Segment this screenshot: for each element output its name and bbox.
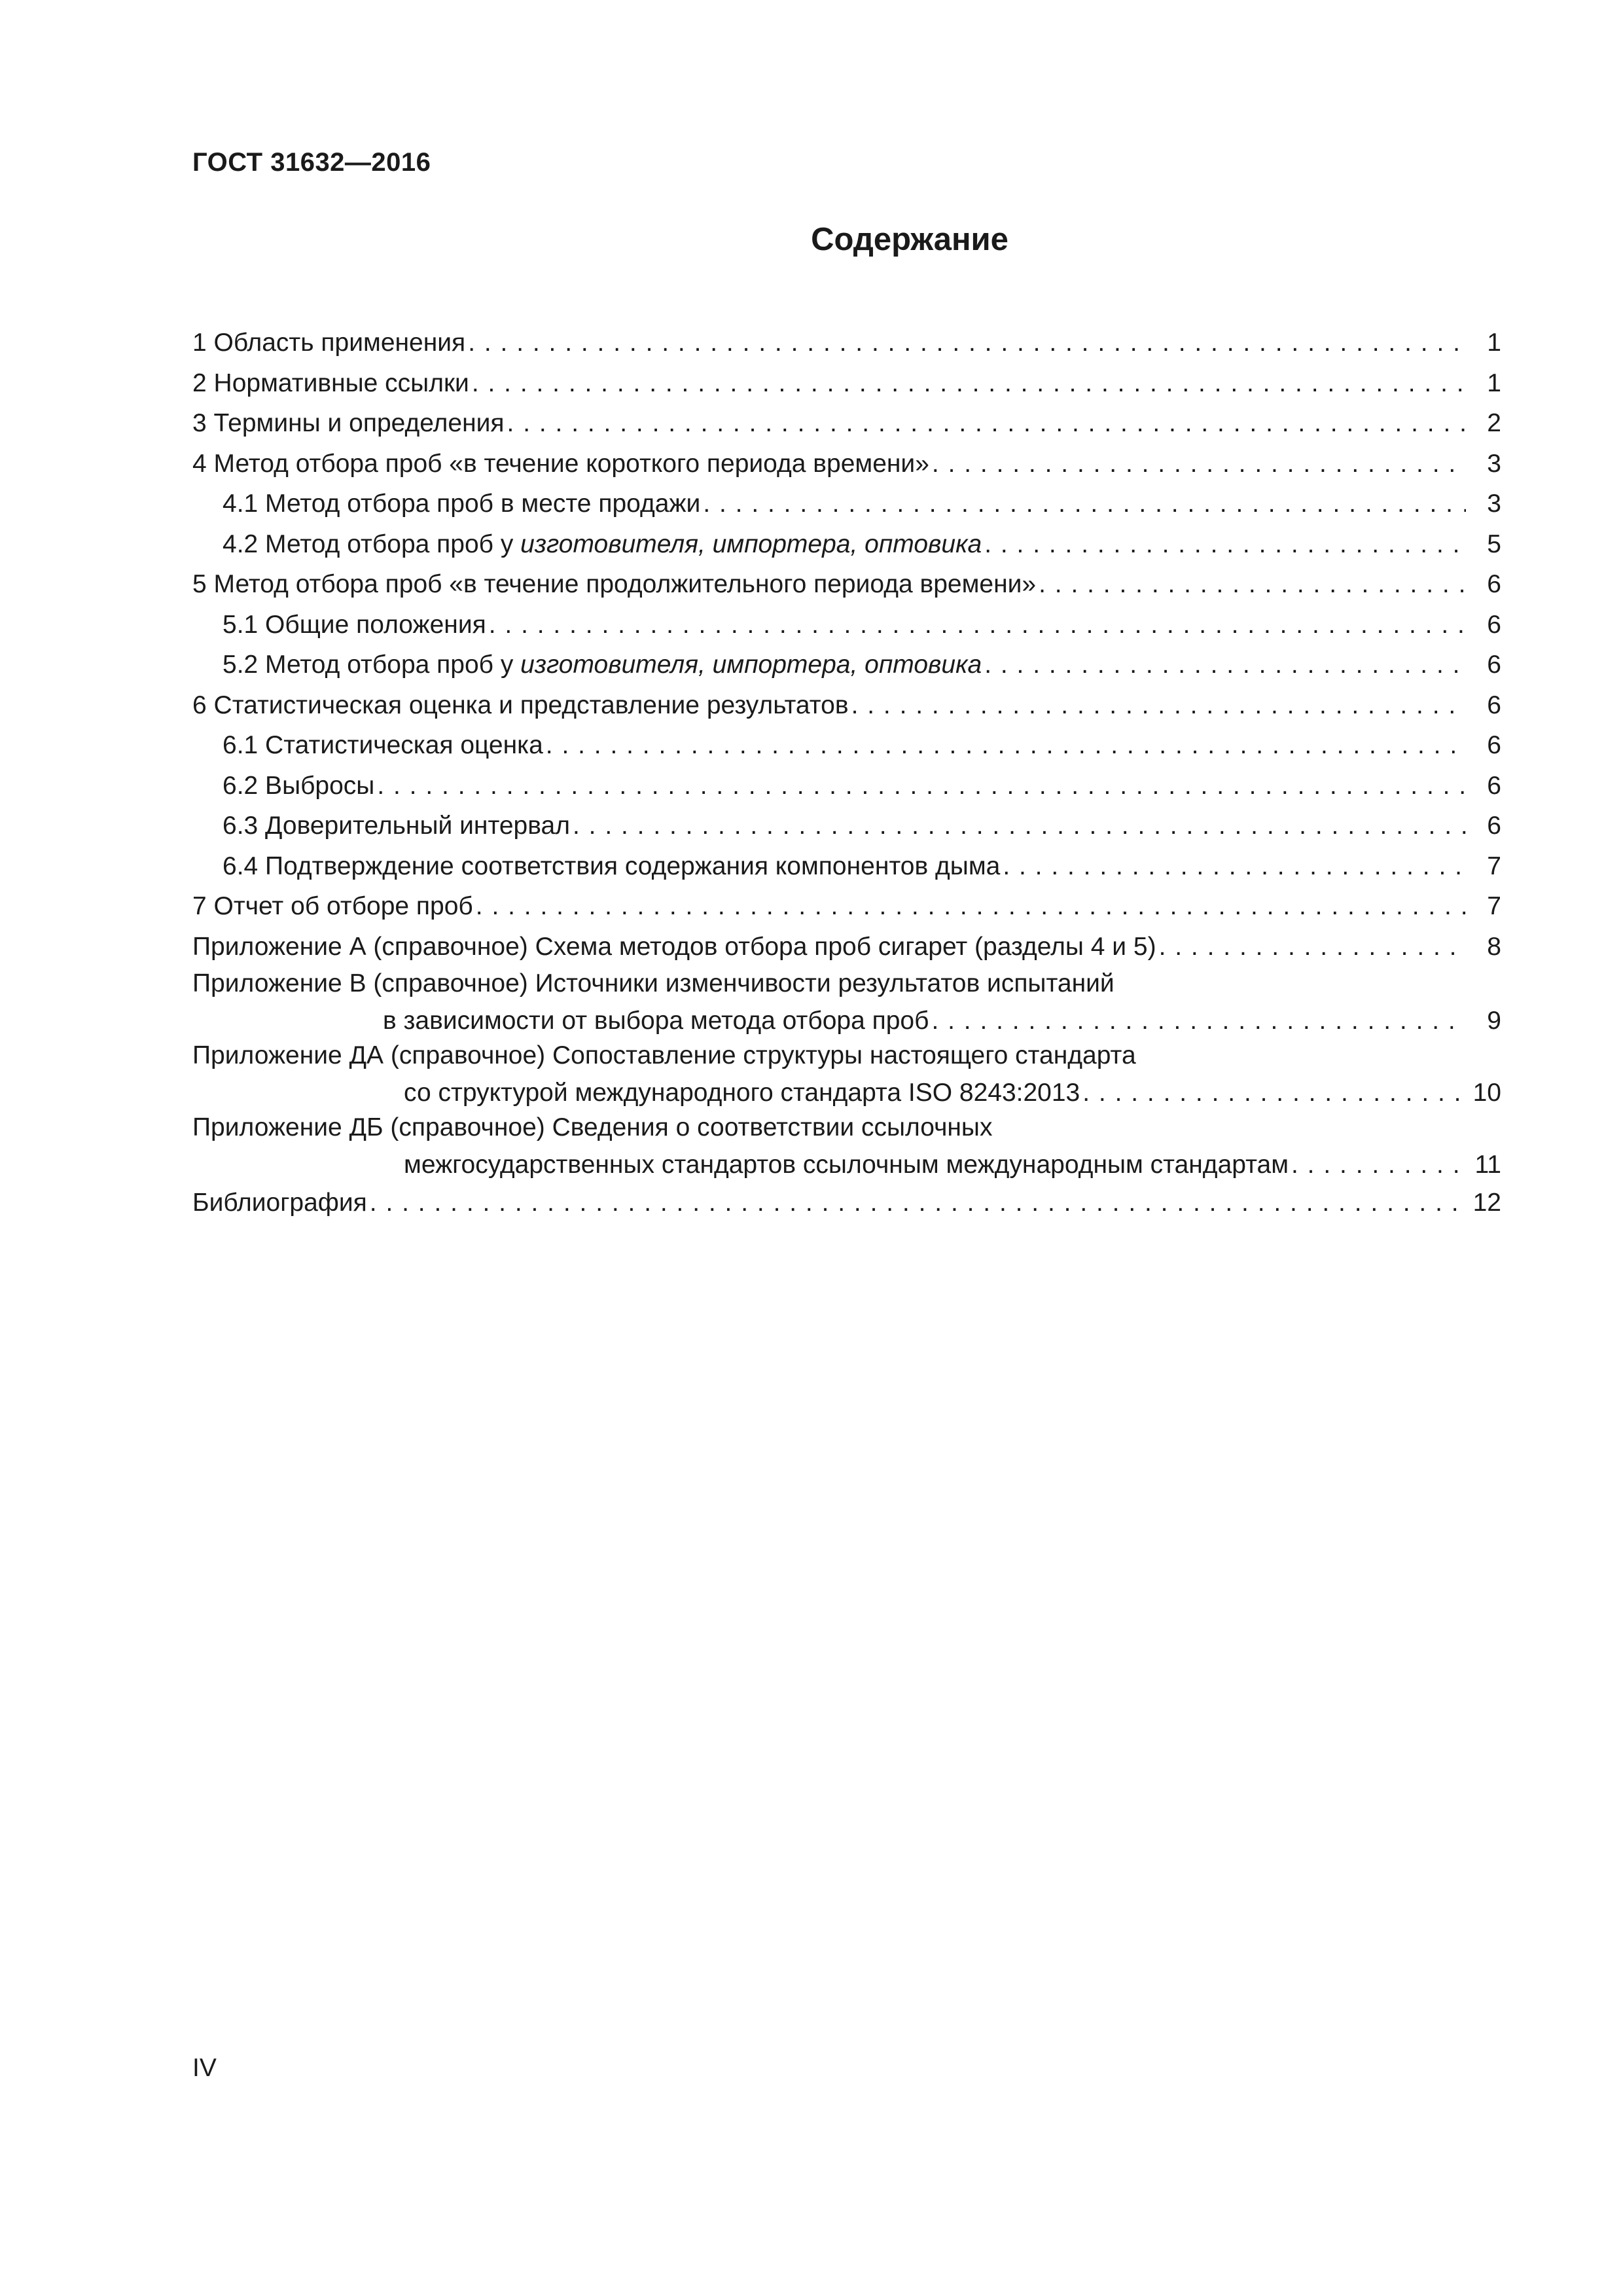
toc-page-number: 9 <box>1487 1007 1501 1035</box>
dot-leader <box>1036 564 1466 605</box>
toc-entry-title: 6.3 Доверительный интервал <box>223 812 570 840</box>
dot-leader <box>469 363 1466 404</box>
dot-leader <box>1080 1073 1463 1113</box>
dot-leader <box>1289 1145 1465 1185</box>
toc-page-number: 3 <box>1487 449 1501 478</box>
toc-page-number: 6 <box>1487 771 1501 800</box>
dot-leader <box>543 725 1466 766</box>
toc-entry-title-line2: межгосударственных стандартов ссылочным международным стандартам <box>404 1151 1289 1179</box>
toc-subentry[interactable] <box>192 806 1501 846</box>
toc-entry-title: 5 Метод отбора проб «в течение продолжительного периода времени» <box>192 570 1037 598</box>
dot-leader <box>929 1001 1466 1041</box>
toc-entry-title: 4 Метод отбора проб «в течение короткого периода времени» <box>192 449 929 478</box>
toc-subentry[interactable] <box>192 846 1501 887</box>
dot-leader <box>982 524 1466 565</box>
toc-subentry[interactable] <box>192 766 1501 806</box>
toc-page-number: 11 <box>1474 1151 1501 1179</box>
toc-entry[interactable] <box>192 323 1501 363</box>
dot-leader <box>473 886 1466 927</box>
toc-page-number: 3 <box>1487 490 1501 518</box>
toc-entry[interactable] <box>192 444 1501 484</box>
dot-leader <box>700 484 1466 524</box>
toc-entry-appendix[interactable] <box>192 1111 1501 1183</box>
toc-subentry[interactable] <box>192 605 1501 645</box>
page-number: IV <box>192 2054 217 2082</box>
toc-entry[interactable] <box>192 886 1501 927</box>
toc-entry-title: 2 Нормативные ссылки <box>192 368 469 397</box>
toc-page-number: 6 <box>1487 610 1501 639</box>
toc-subentry[interactable] <box>192 524 1501 565</box>
toc-page-number: 10 <box>1472 1079 1501 1107</box>
toc-entry[interactable] <box>192 685 1501 726</box>
toc-entry-title: 6 Статистическая оценка и представление результатов <box>192 691 849 719</box>
toc-page-number: 6 <box>1487 731 1501 759</box>
toc-subentry[interactable] <box>192 484 1501 524</box>
toc-entry-title-plain: 4.2 Метод отбора проб у <box>223 529 521 558</box>
page-title: Содержание <box>811 222 1008 257</box>
toc-entry-title: 7 Отчет об отборе проб <box>192 892 473 920</box>
toc-entry[interactable] <box>192 564 1501 605</box>
toc-page-number: 6 <box>1487 651 1501 679</box>
toc-entry-title-line2: в зависимости от выбора метода отбора проб <box>383 1007 929 1035</box>
toc-page-number: 6 <box>1487 570 1501 598</box>
dot-leader <box>505 403 1466 444</box>
toc-page-number: 2 <box>1487 409 1501 437</box>
toc-entry-title-line2: со структурой международного стандарта ISO 8243:2013 <box>404 1079 1080 1107</box>
toc-entry-title: 6.2 Выбросы <box>223 771 375 800</box>
dot-leader <box>570 806 1466 846</box>
toc-entry-appendix[interactable] <box>192 967 1501 1039</box>
toc-page-number: 5 <box>1487 529 1501 558</box>
toc-entry-title-plain: 5.2 Метод отбора проб у <box>223 651 521 679</box>
toc-entry-title: 6.1 Статистическая оценка <box>223 731 543 759</box>
toc-entry-title <box>223 524 982 565</box>
toc-entry-title: 5.1 Общие положения <box>223 610 486 639</box>
toc-page-number: 7 <box>1487 892 1501 920</box>
toc-entry-title-line1: Приложение ДБ (справочное) Сведения о соответствии ссылочных <box>192 1113 993 1141</box>
toc-page-number: 1 <box>1487 329 1501 357</box>
toc-entry[interactable] <box>192 403 1501 444</box>
document-code: ГОСТ 31632—2016 <box>192 148 431 177</box>
dot-leader <box>1156 927 1466 967</box>
toc-entry-title: Приложение А (справочное) Схема методов отбора проб сигарет (разделы 4 и 5) <box>192 932 1156 961</box>
dot-leader <box>465 323 1466 363</box>
table-of-contents <box>192 323 1501 1223</box>
toc-entry-appendix[interactable] <box>192 927 1501 967</box>
toc-entry-title: 6.4 Подтверждение соответствия содержания компонентов дыма <box>223 852 1001 880</box>
toc-entry-title: 4.1 Метод отбора проб в месте продажи <box>223 490 701 518</box>
toc-page-number: 6 <box>1487 812 1501 840</box>
toc-page-number: 6 <box>1487 691 1501 719</box>
toc-subentry[interactable] <box>192 645 1501 685</box>
toc-entry-title: Библиография <box>192 1189 367 1217</box>
toc-entry-title <box>223 645 982 685</box>
dot-leader <box>486 605 1466 645</box>
dot-leader <box>849 685 1466 726</box>
dot-leader <box>982 645 1466 685</box>
dot-leader <box>1000 846 1466 887</box>
toc-entry-title-italic: изготовителя, импортера, оптовика <box>520 651 982 679</box>
toc-entry-title: 3 Термины и определения <box>192 409 505 437</box>
toc-entry-title-line1: Приложение В (справочное) Источники изменчивости результатов испытаний <box>192 969 1115 997</box>
dot-leader <box>929 444 1466 484</box>
toc-entry[interactable] <box>192 363 1501 404</box>
toc-entry-title: 1 Область применения <box>192 329 466 357</box>
toc-page-number: 1 <box>1487 368 1501 397</box>
dot-leader <box>374 766 1466 806</box>
dot-leader <box>367 1183 1464 1223</box>
toc-page-number: 8 <box>1487 932 1501 961</box>
toc-entry-bibliography[interactable] <box>192 1183 1501 1223</box>
toc-subentry[interactable] <box>192 725 1501 766</box>
toc-entry-title-italic: изготовителя, импортера, оптовика <box>520 529 982 558</box>
toc-page-number: 12 <box>1472 1189 1501 1217</box>
toc-entry-title-line1: Приложение ДА (справочное) Сопоставление структуры настоящего стандарта <box>192 1041 1136 1069</box>
toc-entry-appendix[interactable] <box>192 1039 1501 1111</box>
toc-page-number: 7 <box>1487 852 1501 880</box>
